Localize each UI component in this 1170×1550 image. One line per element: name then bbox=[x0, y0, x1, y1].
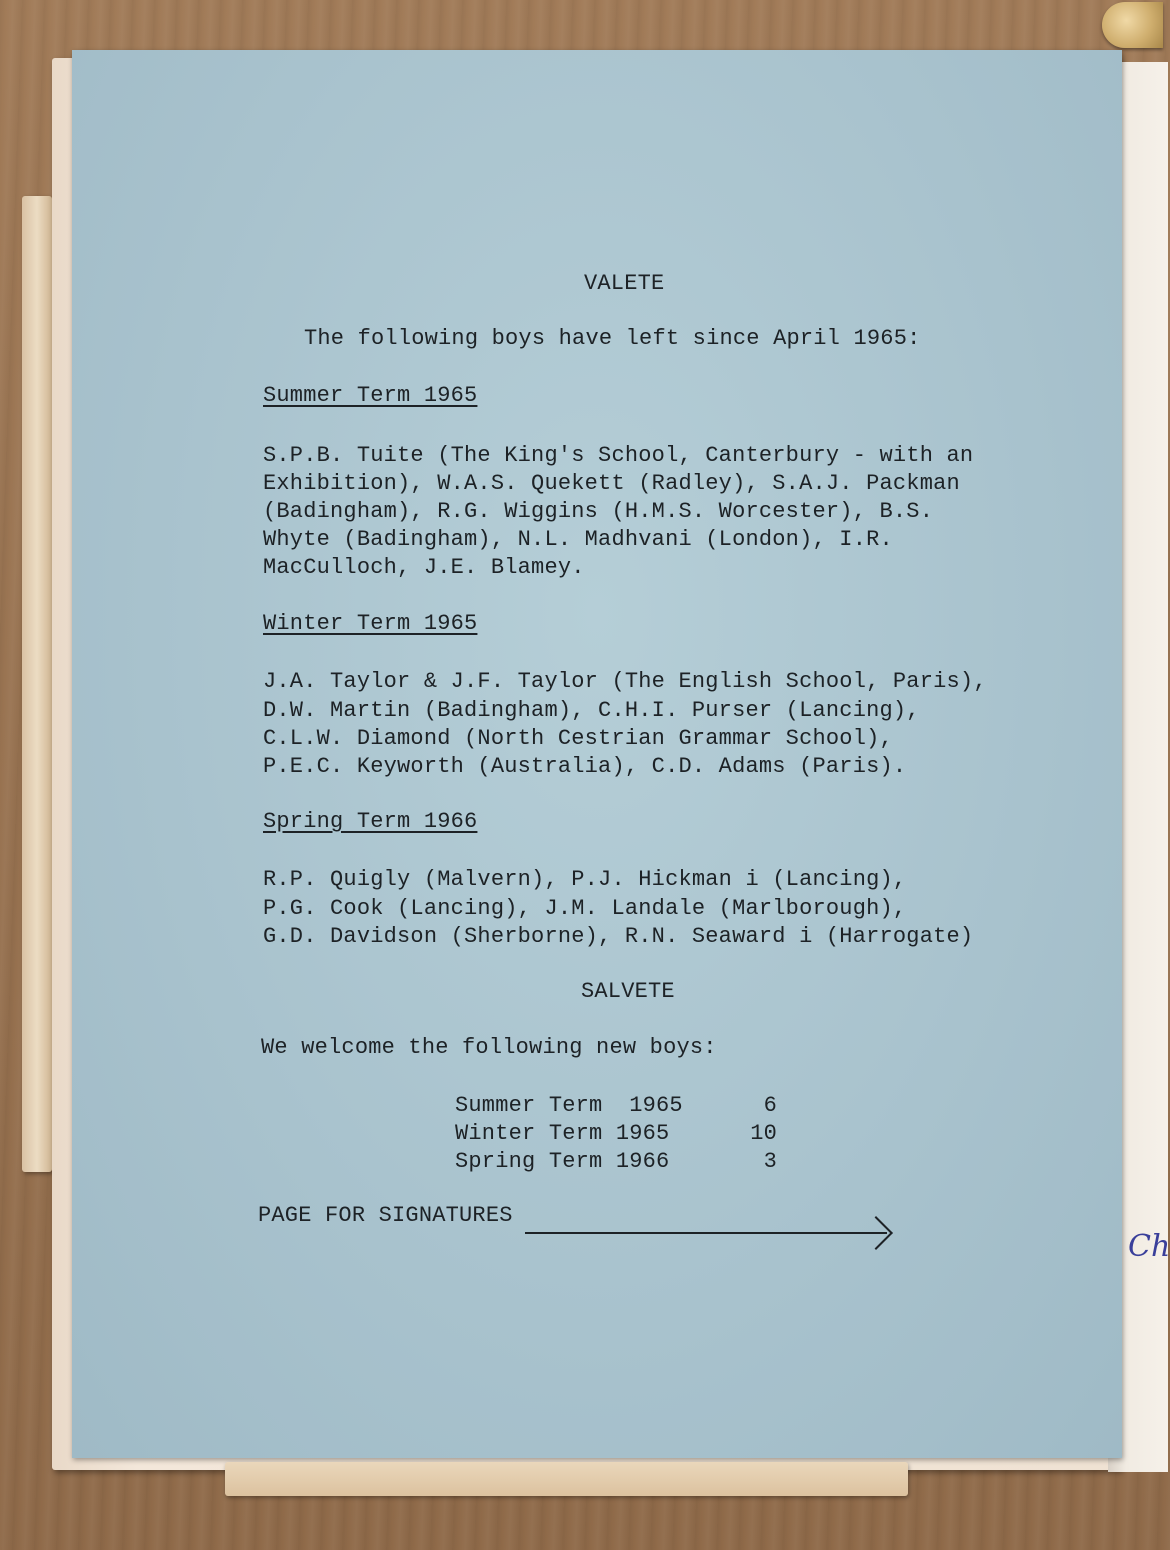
section-line: P.G. Cook (Lancing), J.M. Landale (Marlborough), bbox=[263, 896, 907, 921]
section-line: MacCulloch, J.E. Blamey. bbox=[263, 555, 585, 580]
section-line: G.D. Davidson (Sherborne), R.N. Seaward i (Harrogate) bbox=[263, 924, 974, 949]
section-line: P.E.C. Keyworth (Australia), C.D. Adams (Paris). bbox=[263, 754, 907, 779]
brass-clip bbox=[1102, 2, 1163, 48]
section-line: S.P.B. Tuite (The King's School, Canterbury - with an bbox=[263, 443, 974, 468]
section-line: (Badingham), R.G. Wiggins (H.M.S. Worcester), B.S. bbox=[263, 499, 934, 524]
new-boys-term: Winter Term 1965 bbox=[455, 1121, 670, 1146]
salvete-intro: We welcome the following new boys: bbox=[261, 1035, 717, 1060]
section-heading-winter-1965: Winter Term 1965 bbox=[263, 611, 478, 636]
new-boys-term: Spring Term 1966 bbox=[455, 1149, 670, 1174]
adjacent-page-handwriting: Ch bbox=[1128, 1229, 1170, 1264]
new-boys-count: 6 bbox=[763, 1093, 777, 1118]
valete-heading: VALETE bbox=[584, 271, 665, 296]
signatures-label: PAGE FOR SIGNATURES bbox=[258, 1203, 513, 1228]
salvete-heading: SALVETE bbox=[581, 979, 675, 1004]
signatures-arrow-line bbox=[525, 1232, 887, 1234]
new-boys-term: Summer Term 1965 bbox=[455, 1093, 683, 1118]
section-line: Whyte (Badingham), N.L. Madhvani (London), I.R. bbox=[263, 527, 893, 552]
section-line: R.P. Quigly (Malvern), P.J. Hickman i (Lancing), bbox=[263, 867, 907, 892]
wooden-side-slat bbox=[22, 196, 52, 1172]
section-heading-spring-1966: Spring Term 1966 bbox=[263, 809, 478, 834]
section-heading-summer-1965: Summer Term 1965 bbox=[263, 383, 478, 408]
new-boys-count: 3 bbox=[763, 1149, 777, 1174]
new-boys-count: 10 bbox=[750, 1121, 777, 1146]
section-line: J.A. Taylor & J.F. Taylor (The English School, Paris), bbox=[263, 669, 987, 694]
wooden-bottom-slat bbox=[225, 1462, 908, 1496]
section-line: D.W. Martin (Badingham), C.H.I. Purser (Lancing), bbox=[263, 698, 920, 723]
valete-intro: The following boys have left since April 1965: bbox=[304, 326, 921, 351]
section-line: C.L.W. Diamond (North Cestrian Grammar School), bbox=[263, 726, 893, 751]
section-line: Exhibition), W.A.S. Quekett (Radley), S.A.J. Packman bbox=[263, 471, 960, 496]
